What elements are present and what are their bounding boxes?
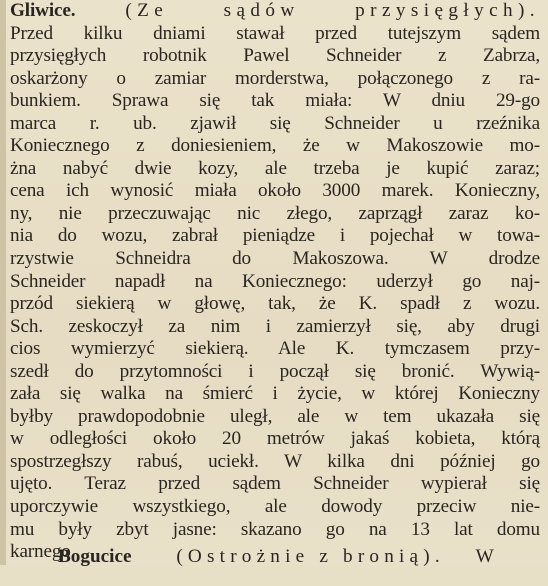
article-text-line: byłby prawdopodobnie uległ, ale w tem ukazała się [10, 405, 540, 427]
article-text-line: ujęto. Teraz przed sądem Schneider wypierał się [10, 473, 540, 495]
article-heading-place: Gliwice. [10, 0, 76, 21]
article-text-line: przód siekierą w głowę, tak, że K. spadł z wozu. [10, 293, 540, 315]
article-text-line: oskarżony o zamiar morderstwa, połączonego z ra- [10, 67, 540, 89]
article-text-line: w odległości około 20 metrów jakaś kobieta, którą [10, 428, 540, 450]
article-text-line: nia do wozu, zabrał pieniądze i pojechał w towa- [10, 225, 540, 247]
article-text-line: Schneider napadł na Koniecznego: uderzył go naj- [10, 270, 540, 292]
article-text-line: przysięgłych robotnik Pawel Schneider z Zabrza, [10, 45, 540, 67]
article-text-line: karnego. [10, 541, 76, 563]
article-text-line: spostrzegłszy rabuś, uciekł. W kilka dni później go [10, 450, 540, 472]
article-text-line: Koniecznego z doniesieniem, że w Makoszowie mo- [10, 135, 540, 157]
article-text-line: rzystwie Schneidra do Makoszowa. W drodze [10, 248, 540, 270]
article-heading-line [10, 0, 540, 23]
article-text-line: Przed kilku dniami stawał przed tutejszym sądem [10, 22, 540, 44]
article-text-line: ny, nie przeczuwając nic złego, zaprzągł zaraz ko- [10, 202, 540, 224]
article-text-line: Sch. zeskoczył za nim i zamierzył się, aby drugi [10, 315, 540, 337]
article-text-line: bunkiem. Sprawa się tak miała: W dniu 29-go [10, 90, 540, 112]
next-article-heading-tail: W [475, 545, 494, 567]
article-text-line: marca r. ub. zjawił się Schneider u rzeźnika [10, 112, 540, 134]
article-heading-subtitle: (Ze sądów przysięgłych). [125, 0, 540, 21]
article-gliwice [10, 0, 540, 586]
next-article-heading-place: Bogucice [58, 545, 132, 567]
article-text-line: uporczywie wszystkiego, ale dowody przeciw nie- [10, 496, 540, 518]
column-rule [0, 0, 6, 565]
next-article-heading-subtitle: (Ostrożnie z bronią). [176, 545, 445, 567]
article-text-line: mu były zbyt jasne: skazano go na 13 lat domu [10, 518, 540, 540]
article-text-line: zała się walka na śmierć i życie, w której Konieczny [10, 383, 540, 405]
article-text-line: cena ich wynosić miała około 3000 marek. Konieczny, [10, 180, 540, 202]
article-text-line: cios wymierzyć siekierą. Ale K. tymczasem przy- [10, 338, 540, 360]
article-text-line: szedł do przytomności i począł się bronić. Wywią- [10, 360, 540, 382]
article-text-line: żna nabyć dwie kozy, ale trzeba je kupić zaraz; [10, 157, 540, 179]
